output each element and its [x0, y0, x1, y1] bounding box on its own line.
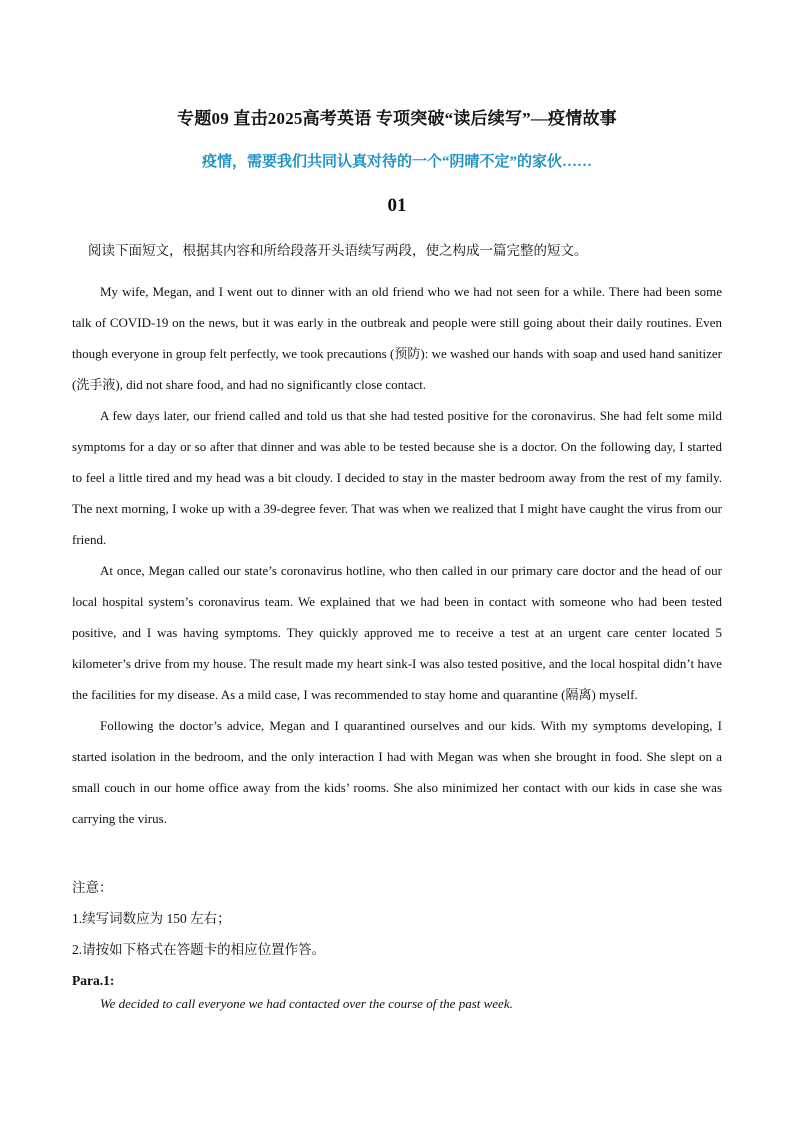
reading-passage — [72, 276, 722, 834]
section-number: 01 — [387, 195, 407, 216]
notes-section — [72, 872, 722, 996]
document-title: 专题09 直击2025高考英语 专项突破“读后续写”—疫情故事 — [177, 109, 617, 128]
instruction-text: 阅读下面短文，根据其内容和所给段落开头语续写两段，使之构成一篇完整的短文。 — [88, 243, 588, 258]
notes-item-2: 2.请按如下格式在答题卡的相应位置作答。 — [72, 942, 326, 957]
para-label: Para.1: — [72, 973, 115, 988]
notes-heading: 注意： — [72, 880, 113, 895]
passage-paragraph-4: Following the doctor’s advice, Megan and I quarantined ourselves and our kids. With my symptoms developing, I started isolation in the bedroom, and the only interaction I had with Megan was when she brought in food. She slept on a small couch in our home office away from the kids’ rooms. She also minimized her contact with our kids in case she was carrying the virus. — [72, 718, 722, 826]
passage-paragraph-2: A few days later, our friend called and told us that she had tested positive for the coronavirus. She had felt some mild symptoms for a day or so after that dinner and was able to be tested because she is a doctor. On the following day, I started to feel a little tired and my head was a bit cloudy. I decided to stay in the master bedroom away from the rest of my family. The next morning, I woke up with a 39-degree fever. That was when we realized that I might have caught the virus from our friend. — [72, 408, 722, 547]
passage-paragraph-3: At once, Megan called our state’s coronavirus hotline, who then called in our primary care doctor and the head of our local hospital system’s coronavirus team. We explained that we had been in contact with someone who had been tested positive, and I was having symptoms. They quickly approved me to receive a test at an urgent care center located 5 kilometer’s drive from my house. The result made my heart sink-I was also tested positive, and the local hospital didn’t have the facilities for my disease. As a mild case, I was recommended to stay home and quarantine (隔离) myself. — [72, 563, 722, 702]
document-subtitle: 疫情，需要我们共同认真对待的一个“阴晴不定”的家伙…… — [201, 154, 592, 170]
passage-paragraph-1: My wife, Megan, and I went out to dinner with an old friend who we had not seen for a while. There had been some talk of COVID-19 on the news, but it was early in the outbreak and people were still going about their daily routines. Even though everyone in group felt perfectly, we took precautions (预防): we washed our hands with soap and used hand sanitizer (洗手液), did not share food, and had no significantly close contact. — [72, 284, 722, 392]
notes-item-1: 1.续写词数应为 150 左右； — [72, 911, 231, 926]
para1-opening-sentence: We decided to call everyone we had contacted over the course of the past week. — [100, 996, 513, 1011]
